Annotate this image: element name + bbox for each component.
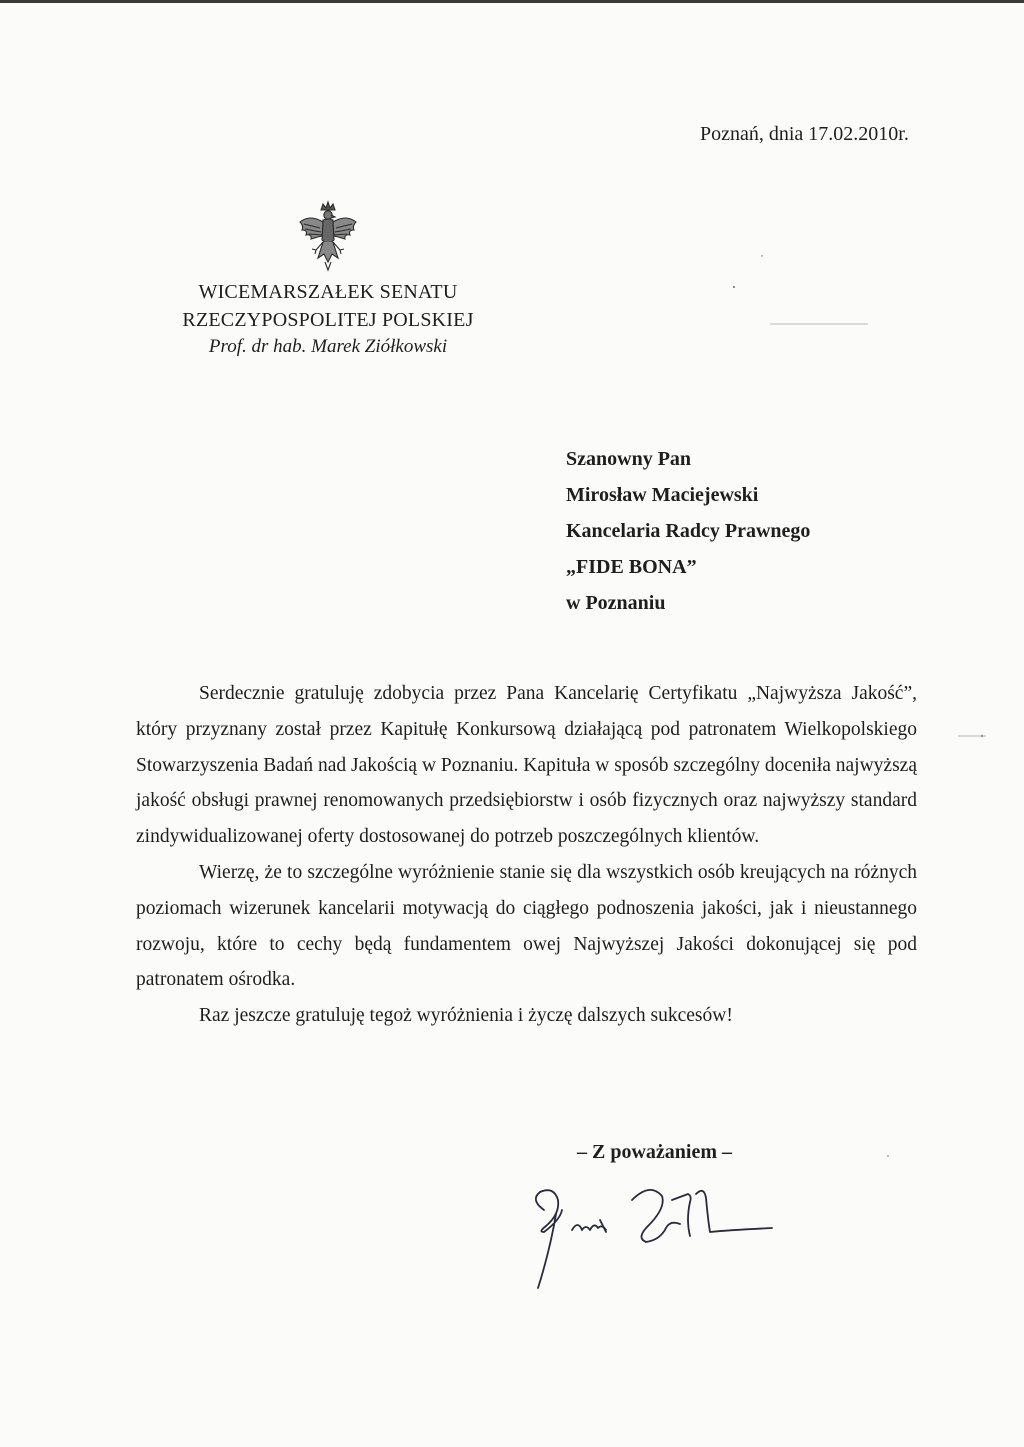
- recipient-firm-name: „FIDE BONA”: [566, 556, 697, 578]
- scan-top-edge: [0, 0, 1024, 3]
- body-paragraph-3: Raz jeszcze gratuluję tegoż wyróżnienia i życzę dalszych sukcesów!: [199, 1005, 733, 1027]
- closing-phrase: – Z poważaniem –: [577, 1141, 732, 1163]
- polish-eagle-emblem-icon: [296, 200, 360, 274]
- body-paragraph-1: Serdecznie gratuluję zdobycia przez Pana Kancelarię Certyfikatu „Najwyższa Jakość”, który przyznany został przez Kapitułę Konkursową działającą pod patronatem Wielkopolskiego Stowarzyszenia Badań nad Jakością w Poznaniu. Kapituła w sposób szczególny doceniła najwyższą jakość obsługi prawnej renomowanych przedsiębiorstw i osób fizycznych oraz najwyższy standard zindywidualizowanej oferty dostosowanej do potrzeb poszczególnych klientów.: [136, 683, 917, 848]
- recipient-block: [566, 441, 810, 621]
- sender-block: [164, 278, 492, 360]
- handwritten-signature: [520, 1180, 800, 1295]
- recipient-firm: Kancelaria Radcy Prawnego: [566, 520, 811, 542]
- sender-title-line1: WICEMARSZAŁEK SENATU: [198, 281, 458, 303]
- recipient-salutation: Szanowny Pan: [566, 448, 692, 470]
- body-paragraph-2: Wierzę, że to szczególne wyróżnienie stanie się dla wszystkich osób kreujących na różnych poziomach wizerunek kancelarii motywacją do ciągłego podnoszenia jakości, jak i nieustannego rozwoju, które to cechy będą fundamentem owej Najwyższej Jakości dokonującej się pod patronatem ośrodka.: [136, 861, 917, 991]
- sender-name: Prof. dr hab. Marek Ziółkowski: [208, 336, 448, 357]
- recipient-city: w Poznaniu: [566, 592, 666, 614]
- letter-date: Poznań, dnia 17.02.2010r.: [700, 123, 909, 145]
- letter-body: [136, 676, 917, 1034]
- recipient-name: Mirosław Maciejewski: [566, 484, 759, 506]
- sender-title-line2: RZECZYPOSPOLITEJ POLSKIEJ: [182, 309, 474, 331]
